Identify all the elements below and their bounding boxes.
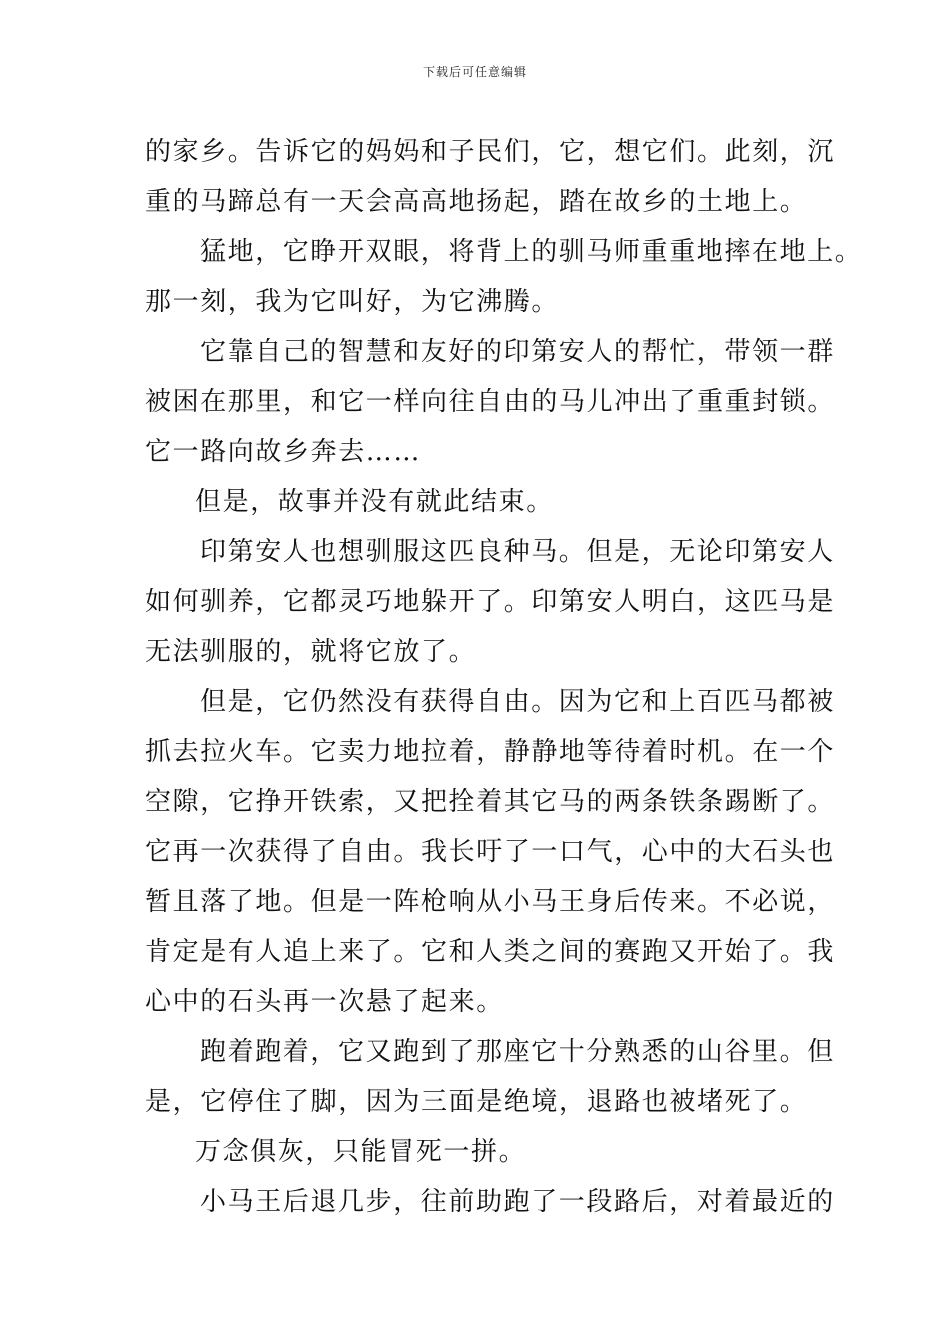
text-line: 猛地，它睁开双眼，将背上的驯马师重重地摔在地上。 — [200, 237, 863, 267]
text-line: 空隙，它挣开铁索，又把拴着其它马的两条铁条踢断了。 — [145, 787, 836, 817]
text-line: 跑着跑着，它又跑到了那座它十分熟悉的山谷里。但 — [200, 1037, 835, 1067]
text-line: 那一刻，我为它叫好，为它沸腾。 — [145, 287, 560, 317]
paragraph — [145, 477, 807, 527]
text-line: 但是，它仍然没有获得自由。因为它和上百匹马都被 — [200, 687, 835, 717]
text-line: 暂且落了地。但是一阵枪响从小马王身后传来。不必说， — [145, 887, 836, 917]
text-line: 被困在那里，和它一样向往自由的马儿冲出了重重封锁。 — [145, 387, 836, 417]
text-line: 是，它停住了脚，因为三面是绝境，退路也被堵死了。 — [145, 1087, 808, 1117]
text-line: 如何驯养，它都灵巧地躲开了。印第安人明白，这匹马是 — [145, 587, 836, 617]
paragraph — [145, 127, 836, 227]
paragraph — [145, 1177, 835, 1227]
paragraph — [145, 227, 863, 327]
text-line: 无法驯服的，就将它放了。 — [145, 637, 477, 667]
text-line: 印第安人也想驯服这匹良种马。但是，无论印第安人 — [200, 537, 835, 567]
text-line: 重的马蹄总有一天会高高地扬起，踏在故乡的土地上。 — [145, 187, 808, 217]
text-line: 肯定是有人追上来了。它和人类之间的赛跑又开始了。我 — [145, 937, 836, 967]
paragraph — [145, 677, 836, 1027]
text-line: 但是，故事并没有就此结束。 — [195, 487, 554, 517]
paragraph — [145, 527, 836, 677]
paragraph — [145, 1027, 835, 1127]
text-line: 它再一次获得了自由。我长吁了一口气，心中的大石头也 — [145, 837, 836, 867]
paragraph — [145, 1127, 807, 1177]
paragraph — [145, 327, 836, 477]
text-line: 心中的石头再一次悬了起来。 — [145, 987, 504, 1017]
text-line: 它一路向故乡奔去…… — [145, 437, 422, 467]
text-line: 抓去拉火车。它卖力地拉着，静静地等待着时机。在一个 — [145, 737, 836, 767]
text-line: 小马王后退几步，往前助跑了一段路后，对着最近的 — [200, 1187, 835, 1217]
page-header-note: 下载后可任意编辑 — [422, 65, 527, 79]
text-line: 万念俱灰，只能冒死一拼。 — [195, 1137, 527, 1167]
document-body — [145, 127, 863, 1227]
text-line: 的家乡。告诉它的妈妈和子民们，它，想它们。此刻，沉 — [145, 137, 836, 167]
text-line: 它靠自己的智慧和友好的印第安人的帮忙，带领一群 — [200, 337, 835, 367]
